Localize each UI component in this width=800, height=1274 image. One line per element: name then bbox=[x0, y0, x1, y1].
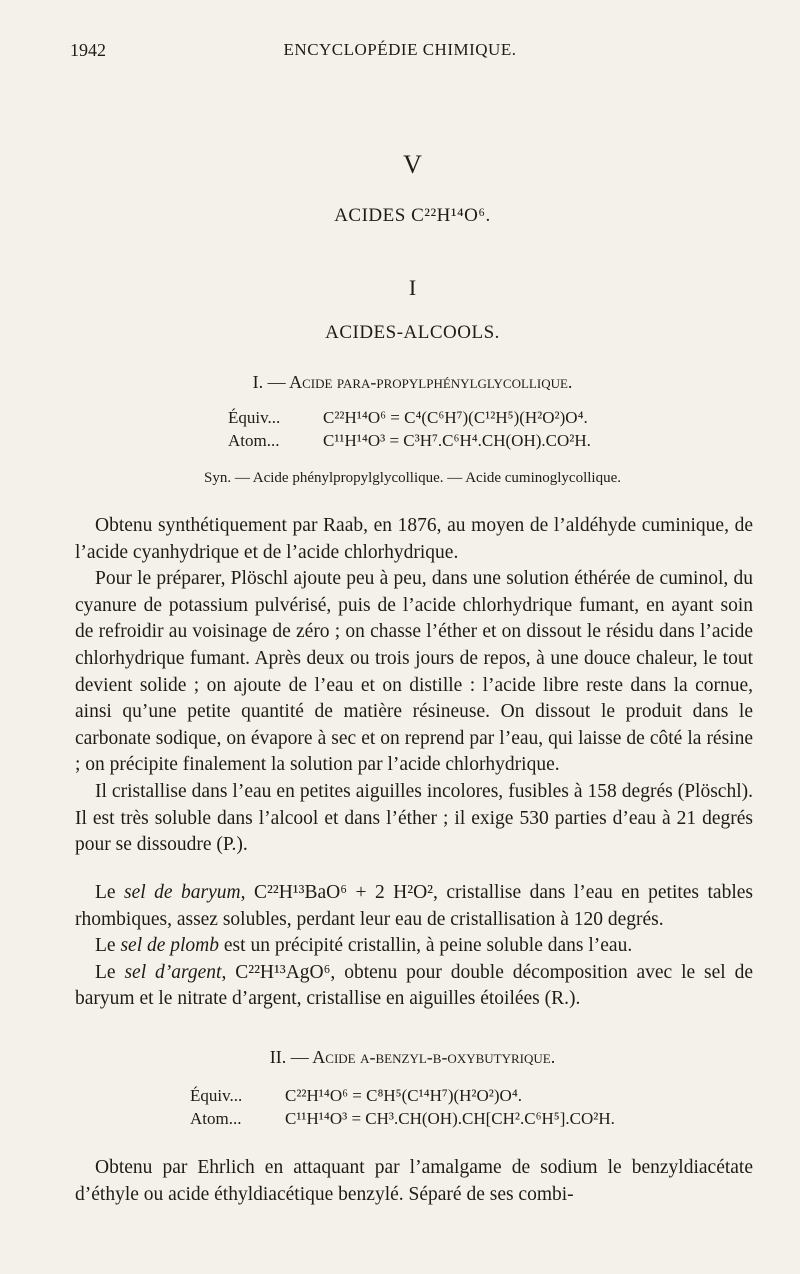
formula-line-atom-2 bbox=[190, 1109, 615, 1129]
salt-name: sel d’argent bbox=[124, 961, 222, 983]
body-text-block-2 bbox=[75, 1155, 753, 1208]
page-number: 1942 bbox=[70, 40, 106, 60]
formula-value: C¹¹H¹⁴O³ = CH³.CH(OH).CH[CH².C⁶H⁵].CO²H. bbox=[285, 1109, 615, 1128]
formula-line-atom-1 bbox=[228, 431, 591, 451]
body-text-block-1 bbox=[75, 513, 753, 859]
text-fragment: Le bbox=[95, 935, 121, 957]
formula-value: C²²H¹⁴O⁶ = C⁸H⁵(C¹⁴H⁷)(H²O²)O⁴. bbox=[285, 1086, 523, 1105]
running-title: ENCYCLOPÉDIE CHIMIQUE. bbox=[283, 40, 517, 59]
chapter-numeral: V bbox=[403, 150, 422, 179]
chapter-title: ACIDES C²²H¹⁴O⁶. bbox=[334, 205, 491, 226]
formula-value: C²²H¹⁴O⁶ = C⁴(C⁶H⁷)(C¹²H⁵)(H²O²)O⁴. bbox=[323, 408, 588, 427]
salts-text-block bbox=[75, 880, 753, 1013]
subsection-heading-1: I. — Acide para-propylphénylglycollique. bbox=[252, 372, 573, 392]
formula-line-equiv-1 bbox=[228, 408, 588, 428]
paragraph-argent bbox=[75, 960, 753, 1013]
formula-value: C¹¹H¹⁴O³ = C³H⁷.C⁶H⁴.CH(OH).CO²H. bbox=[323, 431, 591, 450]
paragraph: Obtenu synthétiquement par Raab, en 1876, au moyen de l’aldéhyde cuminique, de l’acide cyanhydrique et de l’acide chlorhydrique. bbox=[75, 515, 753, 563]
synonyms-line: Syn. — Acide phénylpropylglycollique. — Acide cuminoglycollique. bbox=[203, 470, 622, 486]
paragraph: Il cristallise dans l’eau en petites aiguilles incolores, fusibles à 158 degrés (Plöschl). Il est très soluble dans l’alcool et dans l’éther ; il exige 530 parties d’eau à 21 degrés pour se dissoudre (P.). bbox=[75, 780, 753, 856]
section-numeral: I bbox=[408, 275, 417, 300]
formula-label: Équiv... bbox=[228, 408, 281, 427]
formula-line-equiv-2 bbox=[190, 1086, 522, 1106]
text-fragment: , C²²H¹³BaO⁶ + 2 H²O², cristallise dans l’eau en petites tables rhombiques, assez solubles, perdant leur eau de cristallisation à 120 degrés. bbox=[75, 882, 753, 930]
subsection-heading-2: II. — Acide α-benzyl-β-oxybutyrique. bbox=[269, 1047, 556, 1067]
formula-label: Équiv... bbox=[190, 1086, 243, 1105]
text-fragment: Le bbox=[95, 961, 125, 983]
text-fragment: Le bbox=[95, 882, 125, 903]
paragraph: Pour le préparer, Plöschl ajoute peu à peu, dans une solution éthérée de cuminol, du cyanure de potassium pulvérisé, puis de l’acide chlorhydrique fumant, en ayant soin de refroidir au voisinage de zéro ; on chasse l’éther et on dissout le résidu dans l’acide chlorhydrique fumant. Après deux ou trois jours de repos, à une douce chaleur, le tout devient solide ; on ajoute de l’eau et on distille : l’acide libre reste dans la cornue, ainsi qu’une petite quantité de matière résineuse. On dissout le produit dans le carbonate sodique, on évapore à sec et on reprend par l’eau, qui laisse de côté la résine ; on précipite finalement la solution par l’acide chlorhydrique. bbox=[75, 568, 753, 776]
paragraph-plomb bbox=[75, 933, 753, 960]
formula-label: Atom... bbox=[190, 1109, 242, 1128]
salt-name: sel de plomb bbox=[120, 935, 220, 957]
paragraph-baryum bbox=[75, 880, 753, 933]
paragraph: Obtenu par Ehrlich en attaquant par l’amalgame de sodium le benzyldiacétate d’éthyle ou acide éthyldiacétique benzylé. Séparé de ses combi- bbox=[75, 1157, 753, 1205]
section-title: ACIDES-ALCOOLS. bbox=[325, 322, 500, 343]
salt-name: sel de baryum bbox=[124, 882, 241, 903]
text-fragment: , C²²H¹³AgO⁶, obtenu pour double décomposition avec le sel de baryum et le nitrate d’argent, cristallise en aiguilles étoilées (R.). bbox=[75, 961, 754, 1010]
text-fragment: est un précipité cristallin, à peine soluble dans l’eau. bbox=[219, 935, 633, 957]
formula-label: Atom... bbox=[228, 431, 280, 450]
